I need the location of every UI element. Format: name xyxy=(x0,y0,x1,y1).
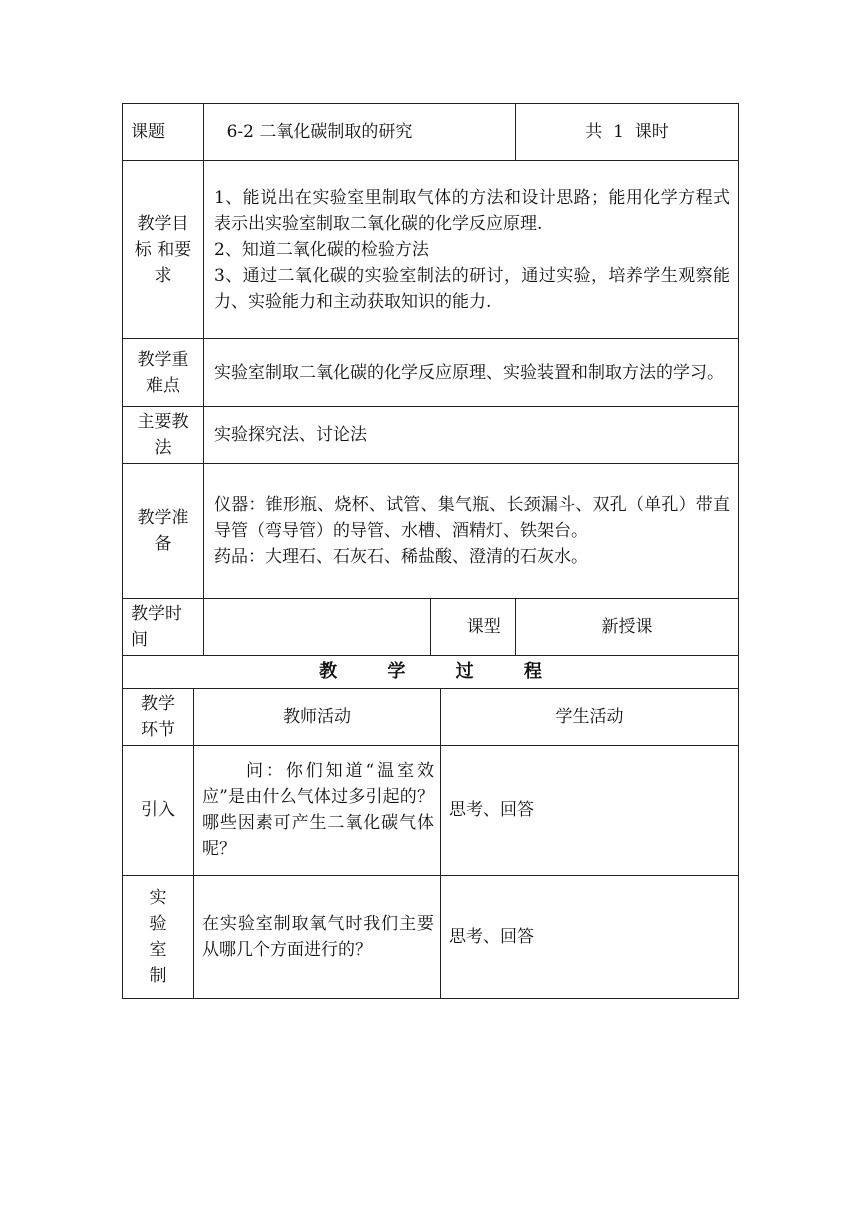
time-label: 教学时间 xyxy=(123,599,204,656)
lesson-type-label: 课型 xyxy=(466,617,501,637)
time-blank xyxy=(204,599,430,655)
objectives-content xyxy=(204,161,739,339)
stage-cell: 实验室制 xyxy=(123,875,194,998)
preparation-label: 教学准备 xyxy=(123,464,204,599)
objective-item: 2、知道二氧化碳的检验方法 xyxy=(214,239,429,260)
topic-label: 课题 xyxy=(123,104,204,161)
key-points-label: 教学重难点 xyxy=(123,339,204,407)
lesson-info-table xyxy=(122,103,739,656)
reagents-text: 药品：大理石、石灰石、稀盐酸、澄清的石灰水。 xyxy=(214,547,588,567)
stage-cell: 引入 xyxy=(123,745,194,875)
objectives-label: 教学目标 和要求 xyxy=(123,161,204,339)
student-activity: 思考、回答 xyxy=(441,745,739,875)
preparation-row xyxy=(123,464,739,599)
process-row-lab xyxy=(123,875,739,998)
lesson-type-value: 新授课 xyxy=(516,599,739,656)
objectives-row xyxy=(123,161,739,339)
methods-label: 主要教法 xyxy=(123,407,204,464)
time-value xyxy=(204,599,516,656)
lesson-plan-sheet xyxy=(122,103,738,999)
teacher-activity: 问：你们知道“温室效应”是由什么气体过多引起的？ 哪些因素可产生二氧化碳气体呢？ xyxy=(194,745,441,875)
methods-row xyxy=(123,407,739,464)
preparation-content xyxy=(204,464,739,599)
col-stage-header: 教学环节 xyxy=(123,688,194,745)
process-row-intro xyxy=(123,745,739,875)
teacher-activity: 在实验室制取氧气时我们主要从哪几个方面进行的？ xyxy=(194,875,441,998)
process-heading: 教 学 过 程 xyxy=(123,656,739,688)
objective-item: 3、通过二氧化碳的实验室制法的研讨，通过实验，培养学生观察能力、实验能力和主动获取知识的能力. xyxy=(214,265,730,312)
col-student-header: 学生活动 xyxy=(441,688,739,745)
objective-item: 1、能说出在实验室里制取气体的方法和设计思路；能用化学方程式表示出实验室制取二氧化碳的化学反应原理. xyxy=(214,187,730,234)
key-points-row xyxy=(123,339,739,407)
key-points-content: 实验室制取二氧化碳的化学反应原理、实验装置和制取方法的学习。 xyxy=(204,339,739,407)
col-teacher-header: 教师活动 xyxy=(194,688,441,745)
methods-content: 实验探究法、讨论法 xyxy=(204,407,739,464)
time-row xyxy=(123,599,739,656)
process-table xyxy=(122,656,739,999)
process-header-row xyxy=(123,688,739,745)
topic-value: 6-2 二氧化碳制取的研究 xyxy=(204,104,516,161)
instruments-text: 仪器：锥形瓶、烧杯、试管、集气瓶、长颈漏斗、双孔（单孔）带直导管（弯导管）的导管、水槽、酒精灯、铁架台。 xyxy=(214,495,730,541)
process-heading-row xyxy=(123,656,739,688)
time-split xyxy=(204,599,537,655)
topic-row xyxy=(123,104,739,161)
class-hours: 共 1 课时 xyxy=(516,104,739,161)
student-activity: 思考、回答 xyxy=(441,875,739,998)
